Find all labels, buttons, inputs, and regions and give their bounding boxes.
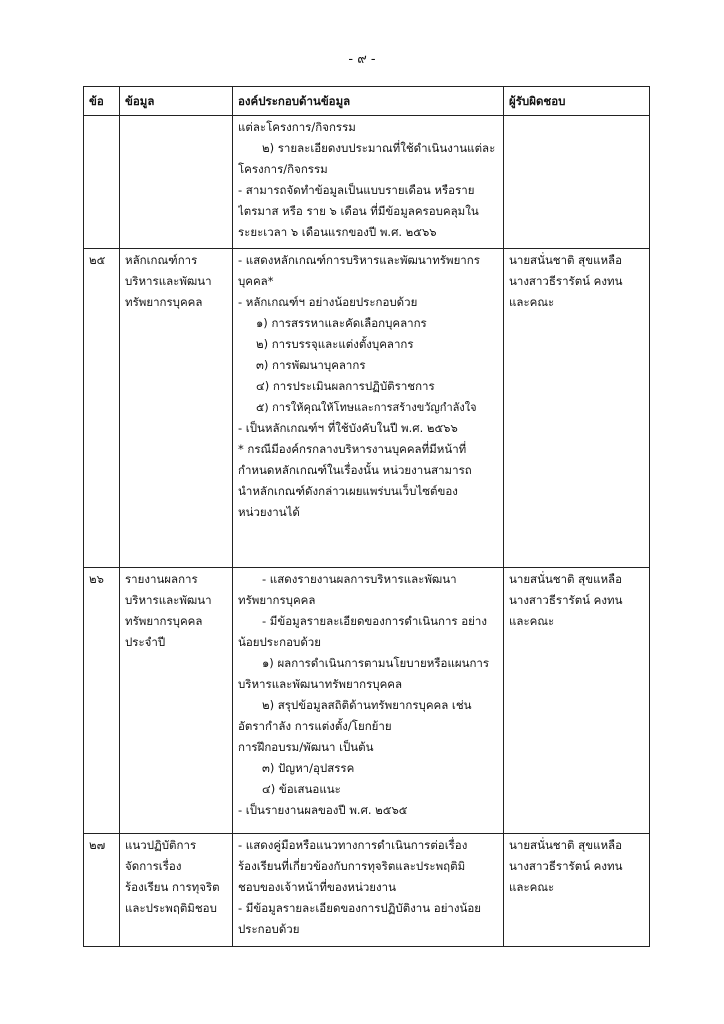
cell-data [120, 249, 233, 568]
header-elements: องค์ประกอบด้านข้อมูล [233, 87, 504, 116]
responsible-line: และคณะ [509, 295, 555, 309]
responsible-line: นายสนั่นชาติ สุขแหลือ [509, 572, 623, 586]
data-line: ร้องเรียน การทุจริต [125, 880, 220, 894]
element-line: หน่วยงานได้ [238, 505, 300, 519]
data-line: บริหารและพัฒนา [125, 593, 212, 607]
responsible-line: นายสนั่นชาติ สุขแหลือ [509, 253, 623, 267]
element-line: - แสดงคู่มือหรือแนวทางการดำเนินการต่อเรื่อง [238, 838, 468, 852]
element-line: ๒) รายละเอียดงบประมาณที่ใช้ดำเนินงานแต่ละ [262, 141, 496, 155]
header-data: ข้อมูล [120, 87, 233, 116]
element-line: โครงการ/กิจกรรม [238, 162, 328, 176]
element-line: - มีข้อมูลรายละเอียดของการปฏิบัติงาน อย่างน้อย [238, 901, 482, 915]
element-line: ๔) ข้อเสนอแนะ [262, 782, 341, 796]
data-line: และประพฤติมิชอบ [125, 901, 217, 915]
data-line: จัดการเรื่อง [125, 859, 182, 873]
data-line: ทรัพยากรบุคคล [125, 614, 203, 628]
element-line: - แสดงหลักเกณฑ์การบริหารและพัฒนาทรัพยากร [238, 253, 480, 267]
responsible-line: และคณะ [509, 880, 555, 894]
element-line: - มีข้อมูลรายละเอียดของการดำเนินการ อย่าง [262, 614, 487, 628]
element-line: ๑) ผลการดำเนินการตามนโยบายหรือแผนการ [262, 656, 490, 670]
cell-elements [233, 834, 504, 947]
table-header-row [84, 87, 650, 116]
element-line: ชอบของเจ้าหน้าที่ของหน่วยงาน [238, 880, 396, 894]
element-line: กำหนดหลักเกณฑ์ในเรื่องนั้น หน่วยงานสามารถ [238, 463, 472, 477]
header-responsible: ผู้รับผิดชอบ [504, 87, 650, 116]
data-elements-table [83, 86, 650, 947]
element-line: บริหารและพัฒนาทรัพยากรบุคคล [238, 677, 403, 691]
data-line: ทรัพยากรบุคคล [125, 295, 203, 309]
page-number: - ๙ - [348, 52, 376, 67]
element-line: ระยะเวลา ๖ เดือนแรกของปี พ.ศ. ๒๕๖๖ [238, 225, 437, 239]
responsible-line: นางสาวธีรารัตน์ คงทน [509, 593, 623, 607]
element-line: - แสดงรายงานผลการบริหารและพัฒนา [262, 572, 457, 586]
element-line: ไตรมาส หรือ ราย ๖ เดือน ที่มีข้อมูลครอบคลุมใน [238, 204, 479, 218]
data-line: รายงานผลการ [125, 572, 198, 586]
cell-data [120, 834, 233, 947]
header-no: ข้อ [84, 87, 120, 116]
element-line: แต่ละโครงการ/กิจกรรม [238, 120, 356, 134]
cell-elements [233, 249, 504, 568]
data-line: ประจำปี [125, 635, 166, 649]
element-line: ประกอบด้วย [238, 922, 300, 936]
data-line: บริหารและพัฒนา [125, 274, 212, 288]
element-line: ทรัพยากรบุคคล [238, 593, 316, 607]
table-row [84, 249, 650, 568]
element-line: ๓) ปัญหา/อุปสรรค [262, 761, 355, 775]
element-line: - หลักเกณฑ์ฯ อย่างน้อยประกอบด้วย [238, 295, 418, 309]
element-line: ๔) การประเมินผลการปฏิบัติราชการ [256, 379, 435, 393]
cell-elements [233, 116, 504, 249]
responsible-line: นางสาวธีรารัตน์ คงทน [509, 274, 623, 288]
element-line: น้อยประกอบด้วย [238, 635, 321, 649]
data-line: แนวปฏิบัติการ [125, 838, 197, 852]
cell-responsible [504, 568, 650, 834]
cell-elements [233, 568, 504, 834]
element-line: บุคคล* [238, 274, 274, 288]
element-line: ๓) การพัฒนาบุคลากร [256, 358, 366, 372]
element-line: ๒) การบรรจุและแต่งตั้งบุคลากร [256, 337, 414, 351]
cell-responsible [504, 834, 650, 947]
element-line: การฝึกอบรม/พัฒนา เป็นต้น [238, 740, 374, 754]
data-line: หลักเกณฑ์การ [125, 253, 198, 267]
cell-data [120, 116, 233, 249]
cell-no [84, 116, 120, 249]
responsible-line: และคณะ [509, 614, 555, 628]
cell-no: ๒๕ [84, 249, 120, 568]
element-line: - เป็นรายงานผลของปี พ.ศ. ๒๕๖๕ [238, 803, 408, 817]
cell-data [120, 568, 233, 834]
cell-no: ๒๖ [84, 568, 120, 834]
element-line: ร้องเรียนที่เกี่ยวข้องกับการทุจริตและประพฤติมิ [238, 859, 466, 873]
element-line: นำหลักเกณฑ์ดังกล่าวเผยแพร่บนเว็บไซต์ของ [238, 484, 458, 498]
element-line: - สามารถจัดทำข้อมูลเป็นแบบรายเดือน หรือราย [238, 183, 475, 197]
element-line: อัตรากำลัง การแต่งตั้ง/โยกย้าย [238, 719, 392, 733]
element-line: * กรณีมีองค์กรกลางบริหารงานบุคคลที่มีหน้าที่ [238, 442, 467, 456]
table-row [84, 116, 650, 249]
table-row [84, 834, 650, 947]
element-line: ๕) การให้คุณให้โทษและการสร้างขวัญกำลังใจ [256, 401, 477, 414]
cell-responsible [504, 249, 650, 568]
responsible-line: นางสาวธีรารัตน์ คงทน [509, 859, 623, 873]
responsible-line: นายสนั่นชาติ สุขแหลือ [509, 838, 623, 852]
element-line: - เป็นหลักเกณฑ์ฯ ที่ใช้บังคับในปี พ.ศ. ๒๕๖๖ [238, 421, 458, 435]
cell-no: ๒๗ [84, 834, 120, 947]
element-line: ๑) การสรรหาและคัดเลือกบุคลากร [256, 316, 427, 330]
table-row [84, 568, 650, 834]
element-line: ๒) สรุปข้อมูลสถิติด้านทรัพยากรบุคคล เช่น [262, 698, 472, 712]
cell-responsible [504, 116, 650, 249]
